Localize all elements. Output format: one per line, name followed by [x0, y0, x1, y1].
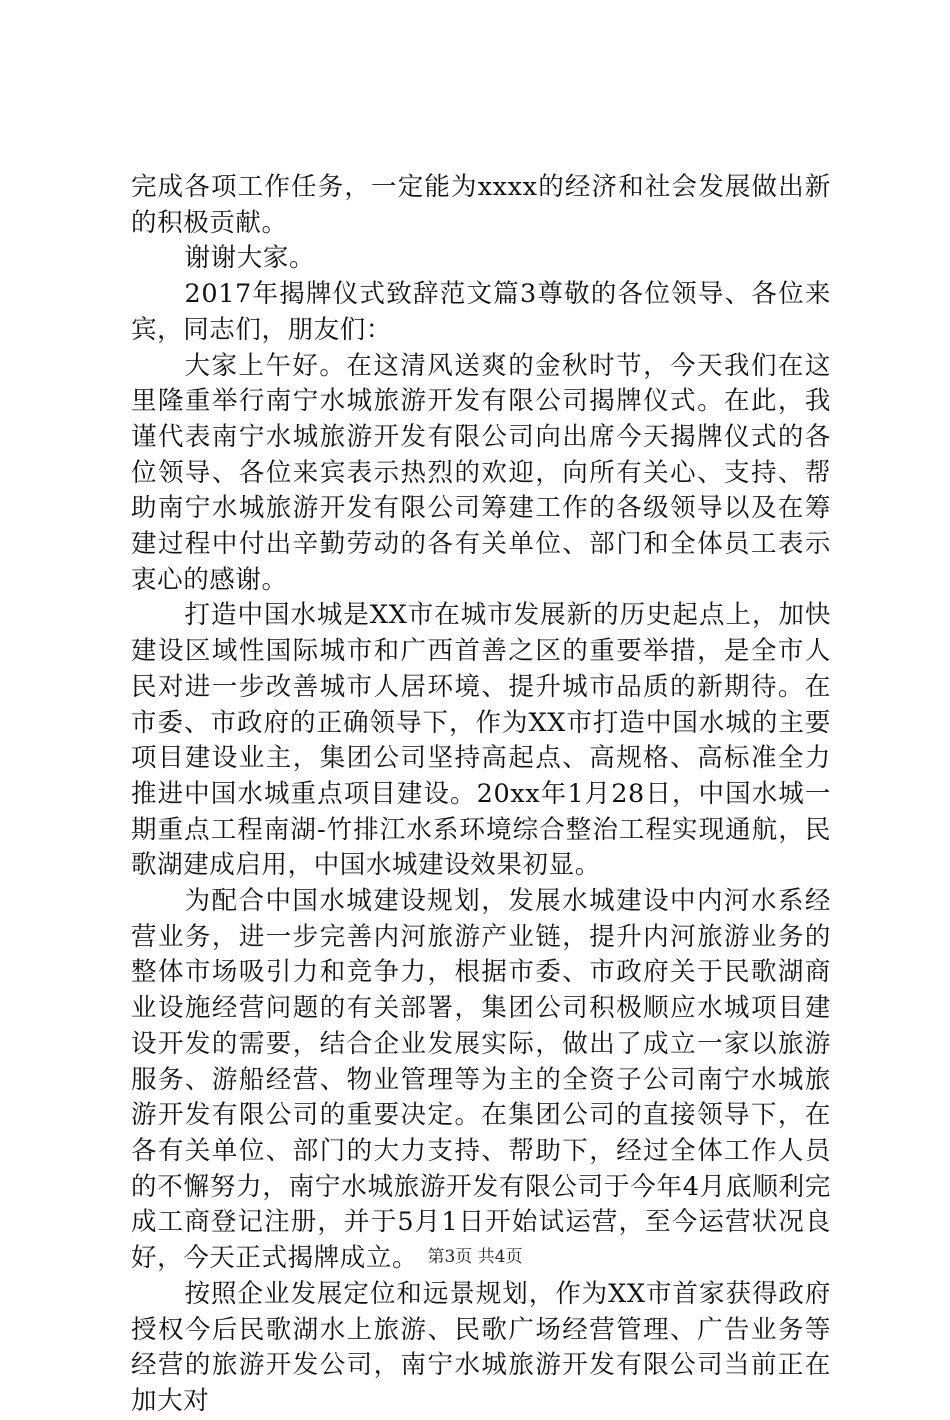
paragraph-thanks: 谢谢大家。 [184, 243, 316, 274]
paragraph-closing: 完成各项工作任务，一定能为xxxx的经济和社会发展做出新的积极贡献。 [131, 172, 831, 238]
paragraph-speech-heading: 2017年揭牌仪式致辞范文篇3尊敬的各位领导、各位来宾，同志们，朋友们： [131, 279, 831, 345]
paragraph-water-city: 打造中国水城是XX市在城市发展新的历史起点上，加快建设区域性国际城市和广西首善之区的重要举措，是全市人民对进一步改善城市人居环境、提升城市品质的新期待。在市委、市政府的正确领导下，作为XX市打造中国水城的主要项目建设业主，集团公司坚持高起点、高规格、高标准全力推进中国水城重点项目建设。20xx年1月28日，中国水城一期重点工程南湖-竹排江水系环境综合整治工程实现通航，民歌湖建成启用，中国水城建设效果初显。 [131, 600, 831, 881]
paragraph-greeting: 大家上午好。在这清风送爽的金秋时节，今天我们在这里隆重举行南宁水城旅游开发有限公司揭牌仪式。在此，我谨代表南宁水城旅游开发有限公司向出席今天揭牌仪式的各位领导、各位来宾表示热烈的欢迎，向所有关心、支持、帮助南宁水城旅游开发有限公司筹建工作的各级领导以及在筹建过程中付出辛勤劳动的各有关单位、部门和全体员工表示衷心的感谢。 [131, 350, 831, 595]
paragraph-development-plan: 按照企业发展定位和远景规划，作为XX市首家获得政府授权今后民歌湖水上旅游、民歌广场经营管理、广告业务等经营的旅游开发公司，南宁水城旅游开发有限公司当前正在加大对 [131, 1278, 831, 1416]
paragraph-company-founding: 为配合中国水城建设规划，发展水城建设中内河水系经营业务，进一步完善内河旅游产业链，提升内河旅游业务的整体市场吸引力和竞争力，根据市委、市政府关于民歌湖商业设施经营问题的有关部署，集团公司积极顺应水城项目建设开发的需要，结合企业发展实际，做出了成立一家以旅游服务、游船经营、物业管理等为主的全资子公司南宁水城旅游开发有限公司的重要决定。在集团公司的直接领导下，在各有关单位、部门的大力支持、帮助下，经过全体工作人员的不懈努力，南宁水城旅游开发有限公司于今年4月底顺利完成工商登记注册，并于5月1日开始试运营，至今运营状况良好，今天正式揭牌成立。 [131, 886, 831, 1274]
page-number-footer: 第3页 共4页 [427, 1247, 523, 1267]
document-body [131, 170, 831, 1420]
